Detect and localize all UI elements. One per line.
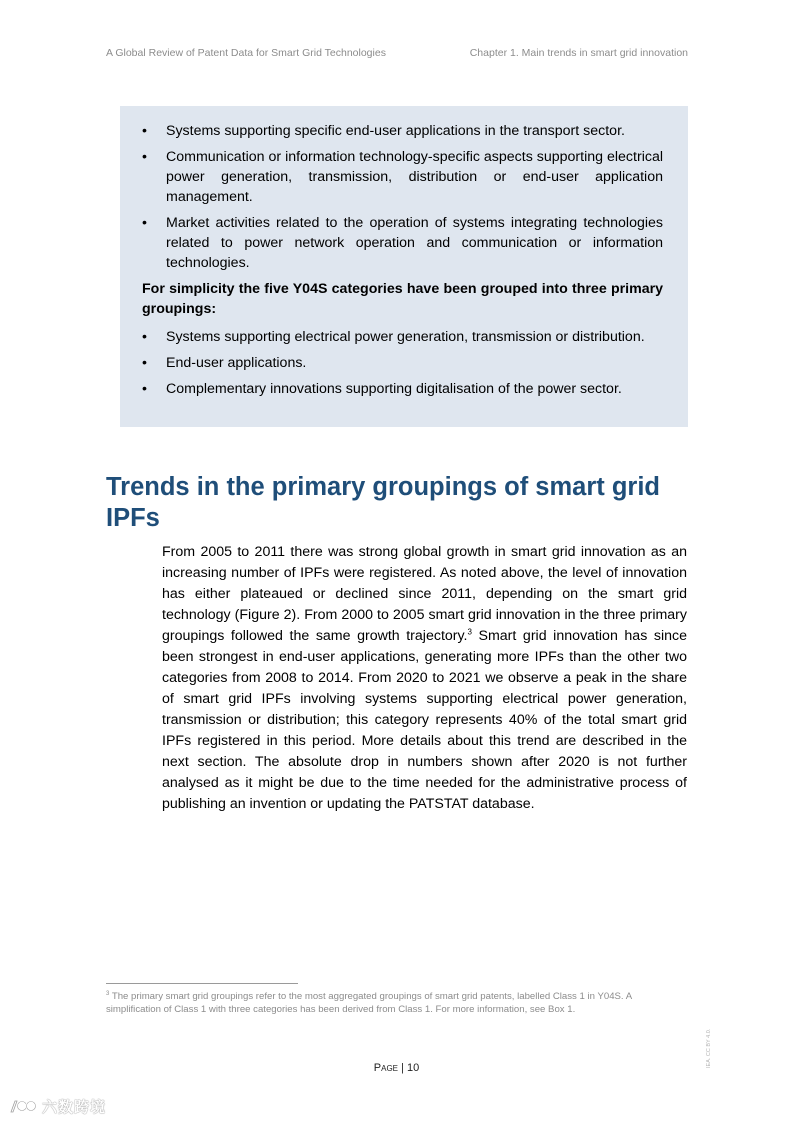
list-item-text: Systems supporting specific end-user applications in the transport sector. [166, 123, 625, 139]
box-lead-text: For simplicity the five Y04S categories have been grouped into three primary groupings: [142, 281, 663, 317]
list-item-text: Market activities related to the operation of systems integrating technologies related to power network operation and communication or information technologies. [166, 215, 663, 271]
list-item-text: End-user applications. [166, 355, 307, 371]
bullet-icon: • [142, 329, 147, 345]
bullet-icon: • [142, 381, 147, 397]
box-list-bottom [142, 327, 663, 399]
chapter-title: Chapter 1. Main trends in smart grid innovation [469, 47, 688, 59]
list-item [142, 147, 663, 207]
footnote [106, 990, 688, 1016]
document-title: A Global Review of Patent Data for Smart Grid Technologies [106, 47, 386, 59]
paragraph-text-part-2: Smart grid innovation has since been strongest in end-user applications, generating more IPFs than the other two categories from 2008 to 2014. From 2020 to 2021 we observe a peak in the share of smart grid IPFs involving systems supporting electrical power generation, transmission or distribution; this category represents 40% of the total smart grid IPFs registered in this period. More details about this trend are described in the next section. The absolute drop in numbers shown after 2020 is not further analysed as it might be due to the time needed for the administrative process of publishing an invention or updating the PATSTAT database. [162, 628, 687, 812]
list-item-text: Communication or information technology-specific aspects supporting electrical power generation, transmission, distribution or end-user application management. [166, 149, 663, 205]
list-item [142, 327, 663, 347]
bullet-icon: • [142, 215, 147, 231]
info-box [120, 106, 688, 427]
footnote-mark: 3 [106, 990, 110, 997]
watermark-logo-icon [8, 1098, 38, 1116]
body-paragraph [162, 542, 687, 815]
page-footer [0, 1062, 793, 1074]
bullet-icon: • [142, 355, 147, 371]
bullet-icon: • [142, 149, 147, 165]
page-separator: | [398, 1062, 407, 1074]
list-item-text: Complementary innovations supporting digitalisation of the power sector. [166, 381, 622, 397]
watermark [8, 1096, 106, 1117]
list-item-text: Systems supporting electrical power generation, transmission or distribution. [166, 329, 645, 345]
license-note: IEA. CC BY 4.0. [706, 1028, 712, 1068]
list-item [142, 379, 663, 399]
footnote-divider [106, 983, 298, 984]
section-heading: Trends in the primary groupings of smart grid IPFs [106, 473, 660, 532]
list-item [142, 353, 663, 373]
list-item [142, 213, 663, 273]
page-label: Page [373, 1062, 398, 1074]
list-item [142, 121, 663, 141]
footnote-reference[interactable]: 3 [467, 627, 472, 637]
page-number: 10 [406, 1062, 420, 1074]
box-list-top [142, 121, 663, 273]
watermark-text: 六数跨境 [42, 1099, 107, 1116]
bullet-icon: • [142, 123, 147, 139]
footnote-text: The primary smart grid groupings refer to the most aggregated groupings of smart grid patents, labelled Class 1 in Y04S. A simplification of Class 1 with three categories has been derived from Class 1. For more information, see Box 1. [106, 991, 632, 1015]
paragraph-text-part-1: From 2005 to 2011 there was strong global growth in smart grid innovation as an increasing number of IPFs were registered. As noted above, the level of innovation has either plateaued or declined since 2011, depending on the smart grid technology (Figure 2). From 2000 to 2005 smart grid innovation in the three primary groupings followed the same growth trajectory. [162, 544, 687, 644]
